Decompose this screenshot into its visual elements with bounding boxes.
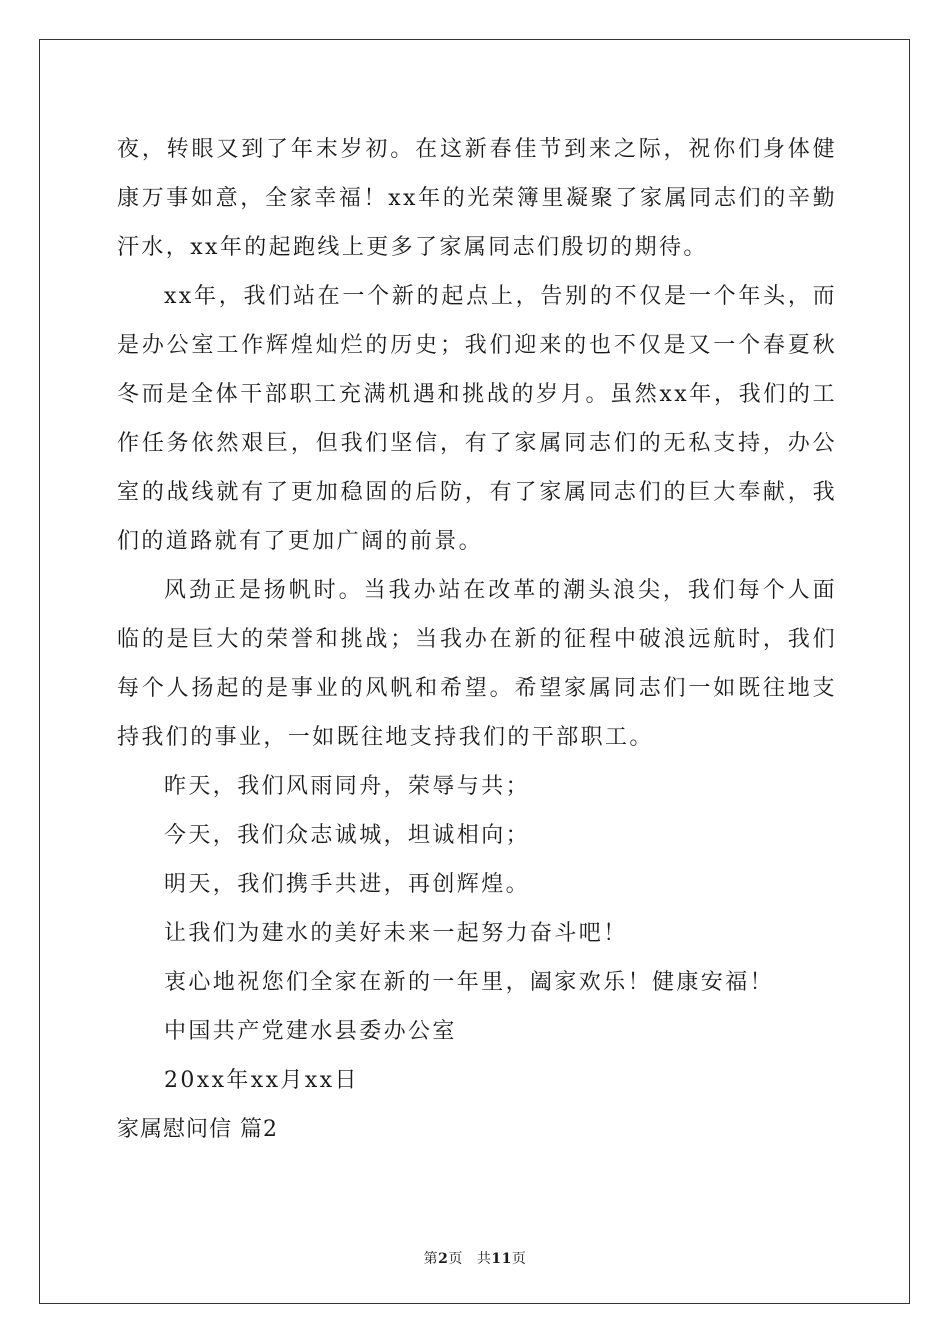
line-today: 今天，我们众志诚城，坦诚相向； (164, 823, 531, 848)
page-suffix: 页 (448, 1251, 463, 1267)
total-pages: 11 (491, 1251, 512, 1267)
line-yesterday: 昨天，我们风雨同舟，荣辱与共； (164, 774, 531, 799)
line-call-to-action: 让我们为建水的美好未来一起努力奋斗吧！ (164, 921, 628, 946)
signature-date: 20xx年xx月xx日 (164, 1068, 359, 1093)
line-tomorrow: 明天，我们携手共进，再创辉煌。 (164, 872, 531, 897)
signature-organization: 中国共产党建水县委办公室 (164, 1019, 457, 1044)
letter-body (117, 125, 837, 1154)
paragraph-3: 风劲正是扬帆时。当我办站在改革的潮头浪尖，我们每个人面临的是巨大的荣誉和挑战；当我办在新的征程中破浪远航时，我们每个人扬起的是事业的风帆和希望。希望家属同志们一如既往地支持我们的事业，一如既往地支持我们的干部职工。 (117, 578, 837, 750)
line-blessing: 衷心地祝您们全家在新的一年里，阖家欢乐！健康安福！ (164, 970, 775, 995)
page-footer (0, 1248, 950, 1268)
paragraph-2: xx年，我们站在一个新的起点上，告别的不仅是一个年头，而是办公室工作辉煌灿烂的历史；我们迎来的也不仅是又一个春夏秋冬而是全体干部职工充满机遇和挑战的岁月。虽然xx年，我们的工作任务依然艰巨，但我们坚信，有了家属同志们的无私支持，办公室的战线就有了更加稳固的后防，有了家属同志们的巨大奉献，我们的道路就有了更加广阔的前景。 (117, 284, 837, 554)
page-prefix: 第 (423, 1251, 439, 1267)
total-suffix: 页 (511, 1251, 527, 1267)
page-number: 2 (438, 1251, 449, 1267)
paragraph-1: 夜，转眼又到了年末岁初。在这新春佳节到来之际，祝你们身体健康万事如意，全家幸福！xx年的光荣簿里凝聚了家属同志们的辛勤汗水，xx年的起跑线上更多了家属同志们殷切的期待。 (117, 137, 837, 260)
section-heading: 家属慰问信 篇2 (117, 1117, 278, 1142)
total-prefix: 共 (476, 1251, 492, 1267)
